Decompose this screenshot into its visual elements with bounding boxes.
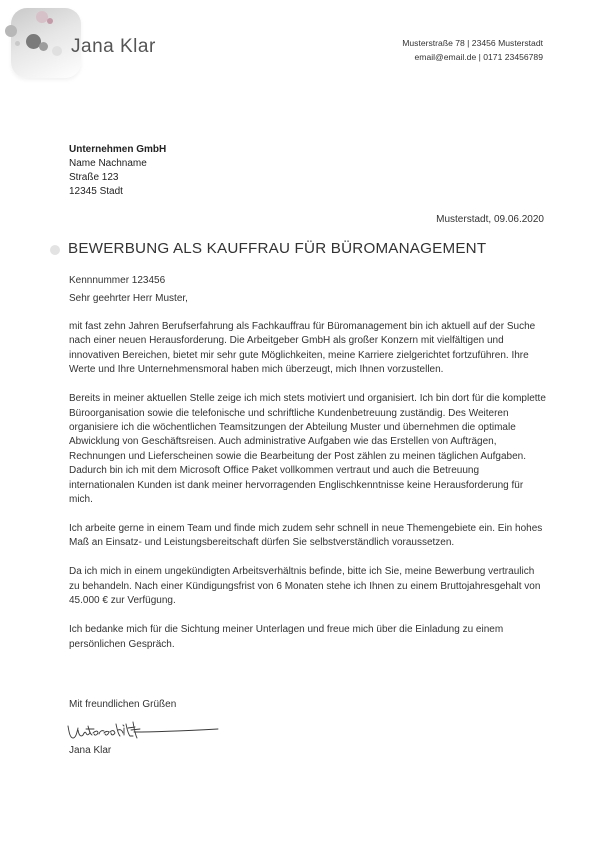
closing-phrase: Mit freundlichen Grüßen (69, 699, 177, 710)
letter-subject: BEWERBUNG ALS KAUFFRAU FÜR BÜROMANAGEMENT (68, 240, 487, 257)
letter-body (69, 320, 547, 667)
logo-dot (5, 25, 17, 37)
sender-email-phone: email@email.de | 0171 23456789 (414, 52, 543, 62)
recipient-city: 12345 Stadt (69, 186, 123, 197)
logo-dot (47, 18, 53, 24)
body-paragraph: Ich bedanke mich für die Sichtung meiner Unterlagen und freue mich über die Einladung zu einem persönlichen Gespräch. (69, 624, 504, 650)
letter-date: Musterstadt, 09.06.2020 (436, 214, 544, 225)
recipient-street: Straße 123 (69, 172, 119, 183)
logo-dot (15, 41, 20, 46)
sender-address: Musterstraße 78 | 23456 Musterstadt (402, 38, 543, 48)
salutation: Sehr geehrter Herr Muster, (69, 293, 188, 304)
subject-bullet-icon (50, 245, 60, 255)
recipient-company: Unternehmen GmbH (69, 144, 167, 155)
signer-name: Jana Klar (69, 745, 112, 756)
body-paragraph: Bereits in meiner aktuellen Stelle zeige ich mich stets motiviert und organisiert. Ich bin dort für die komplette Büroorganisation sowie die telefonische und schriftliche Kundenbetreuung zuständig. Des Weiteren organisiere ich die wöchentlichen Teamsitzungen der Abteilung Muster und übernehmen die optimale Abwicklung von Geschäftsreisen. Auch administrative Aufgaben wie das Erstellen von Aufträgen, Rechnungen und Lieferscheinen sowie die Bearbeitung der Post zählen zu meinen täglichen Aufgaben. Dadurch bin ich mit dem Microsoft Office Paket vollkommen vertraut und auch die Betreuung internationalen Kunden ist dank meiner hervorragenden Englischkenntnisse keine Herausforderung für mich. (69, 393, 546, 506)
body-paragraph: Ich arbeite gerne in einem Team und finde mich zudem sehr schnell in neue Themengebiete ein. Ein hohes Maß an Einsatz- und Leistungsbereitschaft dürfen Sie selbstverständlich voraussetzen. (69, 523, 543, 549)
logo-dot (52, 46, 62, 56)
body-paragraph: mit fast zehn Jahren Berufserfahrung als Fachkauffrau für Büromanagement bin ich aktuell auf der Suche nach einer neuen Herausforderung. Die Arbeitgeber GmbH als großer Konzern mit vielfältigen und innovativen Bereichen, bietet mir sehr gute Möglichkeiten, meine Karriere zielgerichtet fortzuführen. Ihre Werte und Ihre Unternehmensmoral haben mich überzeugt, mich Ihnen vorzustellen. (69, 321, 536, 376)
sender-name: Jana Klar (71, 36, 156, 57)
recipient-address (69, 143, 166, 199)
sender-contact (402, 36, 543, 64)
recipient-person: Name Nachname (69, 158, 147, 169)
reference-number: Kennnummer 123456 (69, 275, 166, 286)
body-paragraph: Da ich mich in einem ungekündigten Arbeitsverhältnis befinde, bitte ich Sie, meine Bewerbung vertraulich zu behandeln. Nach einer Kündigungsfrist von 6 Monaten stehe ich Ihnen zu einem Bruttojahresgehalt von 45.000 € zur Verfügung. (69, 566, 541, 607)
logo-dot (39, 42, 48, 51)
